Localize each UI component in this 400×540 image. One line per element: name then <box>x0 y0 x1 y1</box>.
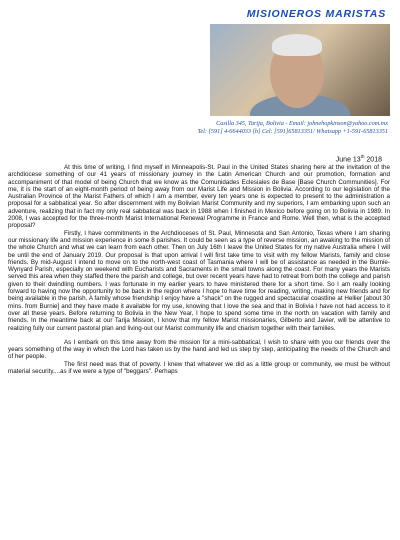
letter-date: June 13th 2018 <box>335 154 382 164</box>
contact-phone-line: Tel: [591] 4-6644033 [h] Cel: [591]65813351/ Whatsapp +1-591-65813351 <box>197 128 388 135</box>
contact-info <box>128 120 388 136</box>
contact-address-line: Casilla 345, Tarija, Bolivia - Email: johnehopkinson@yahoo.com.mx <box>216 120 388 127</box>
paragraph: The first need was that of poverty. I knew that whatever we did as a little group or community, we must be without material security....as if we were a type of "beggars". Perhaps <box>8 360 390 376</box>
paragraph: At this time of writing, I find myself in Minneapolis-St. Paul in the United States sharing here at the invitation of the archdiocese something of our 41 years of missionary journey in the Latin American Church and our promotion, formation and accompaniment of that model of being Church that we know as the Comunidades Eclesiales de Base [Base Church Communities]. For me, it is the start of an eight-month period of being away from our Marist Life and Mission in Bolivia. According to our legislation of the Australian Province of the Marist Fathers of which I am a member, every ten years one is expected to present to the administration a proposal for a sabbatical year. So after discernment with my Bolivian Marist Community and my superiors, I am embarking upon such an adventure, realizing that in fact my only real sabbatical was back in 1988 when I finished in Mexico before going on to Bolivia in 1989. In 2008, I was accepted for the three-month Marist International Renewal Programme in France and Rome. Well then, what is the accepted proposal? <box>8 164 390 230</box>
paragraph: Firstly, I have commitments in the Archdioceses of St. Paul, Minnesota and San Antonio, Texas where I am sharing our missionary life and mission experience in some 8 parishes. It could be seen as a type of reverse mission, an awaking to the mission of the whole Church and what we can learn from each other. Then on July 16th I leave the United States for my native Australia where I will be until the end of January 2019. Our proposal is that upon arrival I will first take time to visit with my fellow Marists, family and close friends. By mid-August I intend to move on to the north-west coast of Tasmania where I will be of assistance as needed in the Burnie-Wynyard Parish, especially on weekend with Eucharists and Sacraments in the small towns along the coast. For many years the Marists served this area when they staffed there the parish and college, but over recent years have had to retreat from both the college and parish given to their dwindling numbers. I was fortunate in my earlier years to have ministered there for a short time. So I am really looking forward to having now the opportunity to be back in the region where I hope to have time for reading, writing, making new friends and for being available in the parish. A family whose friendship I enjoy have a "shack" on the rugged and spectacular coastline at Hellier [about 30 mins. from Burnie] and they have made it available for my use, knowing that I love the sea and that in Bolivia I have not had access to it over all these years. Before returning to Bolivia in the New Year, I hope to spend some time in the north on vacation with family and friends. In the meantime back at our Tarija Mission, I know that my fellow Marist missionaries, Gilberto and Javier, will be attentive to realizing fully our current pastoral plan and living-out our Marist community life and charism together with their families. <box>8 229 390 332</box>
author-photo <box>210 24 390 116</box>
letterhead <box>0 0 400 164</box>
paragraph: As I embark on this time away from the mission for a mini-sabbatical, I wish to share with you our friends over the years something of the way in which the Lord has taken us by the hand and led us step by step, anticipating the needs of the Church and of her people. <box>8 338 390 361</box>
letter-body <box>8 164 390 375</box>
letterhead-title: MISIONEROS MARISTAS <box>246 8 386 20</box>
